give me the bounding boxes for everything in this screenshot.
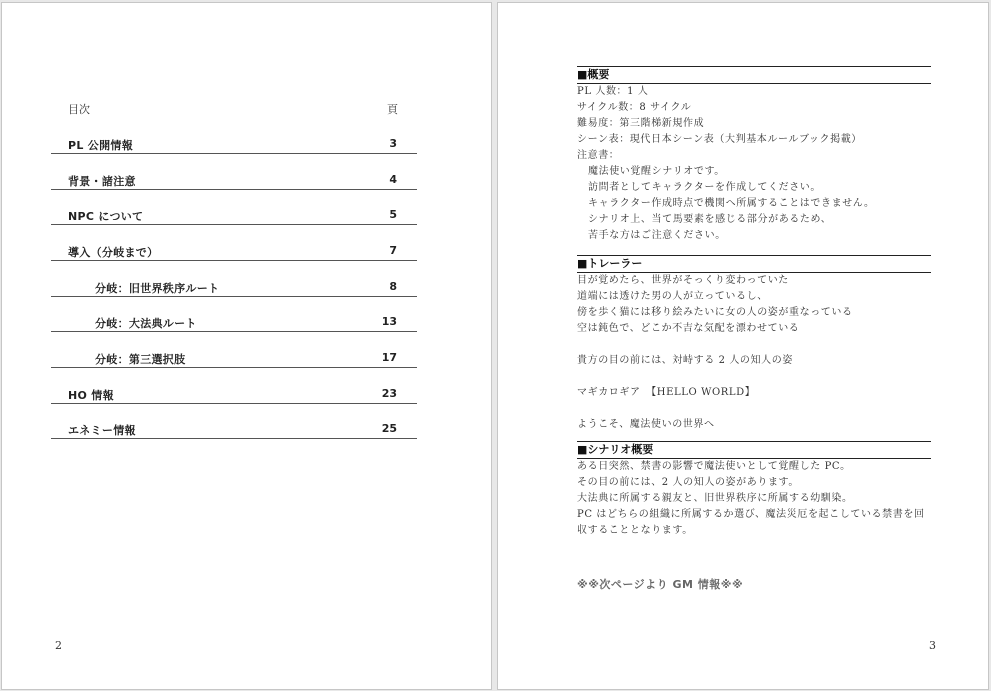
- caution-note: 訪問者としてキャラクターを作成してください。: [588, 182, 821, 193]
- scenario-line: 大法典に所属する親友と、旧世界秩序に所属する幼馴染。: [577, 493, 853, 504]
- toc-page: 25: [381, 422, 397, 435]
- toc-row[interactable]: [51, 349, 417, 368]
- page-content: [577, 66, 931, 592]
- toc-row[interactable]: [51, 206, 417, 225]
- trailer-line: 傍を歩く猫には移り絵みたいに女の人の姿が重なっている: [577, 307, 853, 318]
- toc-page: 5: [389, 208, 397, 221]
- toc-page: 17: [381, 351, 397, 364]
- toc-row[interactable]: [51, 278, 417, 297]
- trailer-heading: ■トレーラー: [577, 255, 931, 273]
- toc-row[interactable]: [51, 135, 417, 154]
- toc-page: 4: [389, 173, 397, 186]
- toc-header: [68, 101, 398, 117]
- toc-label: NPC について: [68, 210, 144, 223]
- caution-note: 苦手な方はご注意ください。: [588, 230, 726, 241]
- toc-row[interactable]: [51, 171, 417, 190]
- toc-label: 分岐：第三選択肢: [95, 353, 186, 366]
- toc-row[interactable]: [51, 242, 417, 261]
- toc-label: 分岐：大法典ルート: [95, 317, 197, 330]
- trailer-line: ようこそ、魔法使いの世界へ: [577, 419, 715, 430]
- toc-label: 背景・諸注意: [68, 175, 136, 188]
- scenario-line: PC はどちらの組織に所属するか選び、魔法災厄を起こしている禁書を回収することとなります。: [577, 509, 925, 536]
- scenario-line: ある日突然、禁書の影響で魔法使いとして覚醒した PC。: [577, 461, 851, 472]
- scenario-line: その目の前には、2 人の知人の姿があります。: [577, 477, 799, 488]
- toc-label: PL 公開情報: [68, 139, 134, 152]
- toc-title: 目次: [68, 103, 90, 116]
- page-number: 2: [55, 639, 62, 652]
- toc-page: 23: [381, 387, 397, 400]
- overview-line: PL 人数：1 人: [577, 86, 649, 97]
- caution-note: キャラクター作成時点で機関へ所属することはできません。: [588, 198, 875, 209]
- left-page: [1, 2, 492, 690]
- trailer-line: 道端には透けた男の人が立っているし、: [577, 291, 768, 302]
- page-number: 3: [929, 639, 936, 652]
- toc-page: 3: [389, 137, 397, 150]
- toc-label: エネミー情報: [68, 424, 136, 437]
- trailer-line: 目が覚めたら、世界がそっくり変わっていた: [577, 275, 789, 286]
- toc-page: 13: [381, 315, 397, 328]
- toc-row[interactable]: [51, 420, 417, 439]
- toc-page: 8: [389, 280, 397, 293]
- scenario-heading: ■シナリオ概要: [577, 441, 931, 459]
- trailer-line: マギカロギア 【HELLO WORLD】: [577, 387, 756, 398]
- toc-label: 導入（分岐まで）: [68, 246, 159, 259]
- overview-line: 難易度：第三階梯新規作成: [577, 118, 705, 129]
- toc-page-header: 頁: [387, 103, 398, 116]
- gm-info-note: ※※次ページより GM 情報※※: [577, 578, 744, 591]
- toc-label: HO 情報: [68, 389, 114, 402]
- toc-row[interactable]: [51, 385, 417, 404]
- caution-note: 魔法使い覚醒シナリオです。: [588, 166, 725, 177]
- trailer-line: 空は鈍色で、どこか不吉な気配を漂わせている: [577, 323, 800, 334]
- toc-page: 7: [389, 244, 397, 257]
- overview-line: シーン表：現代日本シーン表（大判基本ルールブック掲載）: [577, 134, 862, 145]
- overview-heading: ■概要: [577, 66, 931, 84]
- toc-label: 分岐：旧世界秩序ルート: [95, 282, 220, 295]
- overview-line: サイクル数：8 サイクル: [577, 102, 692, 113]
- overview-line: 注意書：: [577, 150, 620, 161]
- right-page: [497, 2, 989, 690]
- caution-note: シナリオ上、当て馬要素を感じる部分があるため、: [588, 214, 832, 225]
- trailer-line: 貴方の目の前には、対峙する 2 人の知人の姿: [577, 355, 793, 366]
- toc-row[interactable]: [51, 313, 417, 332]
